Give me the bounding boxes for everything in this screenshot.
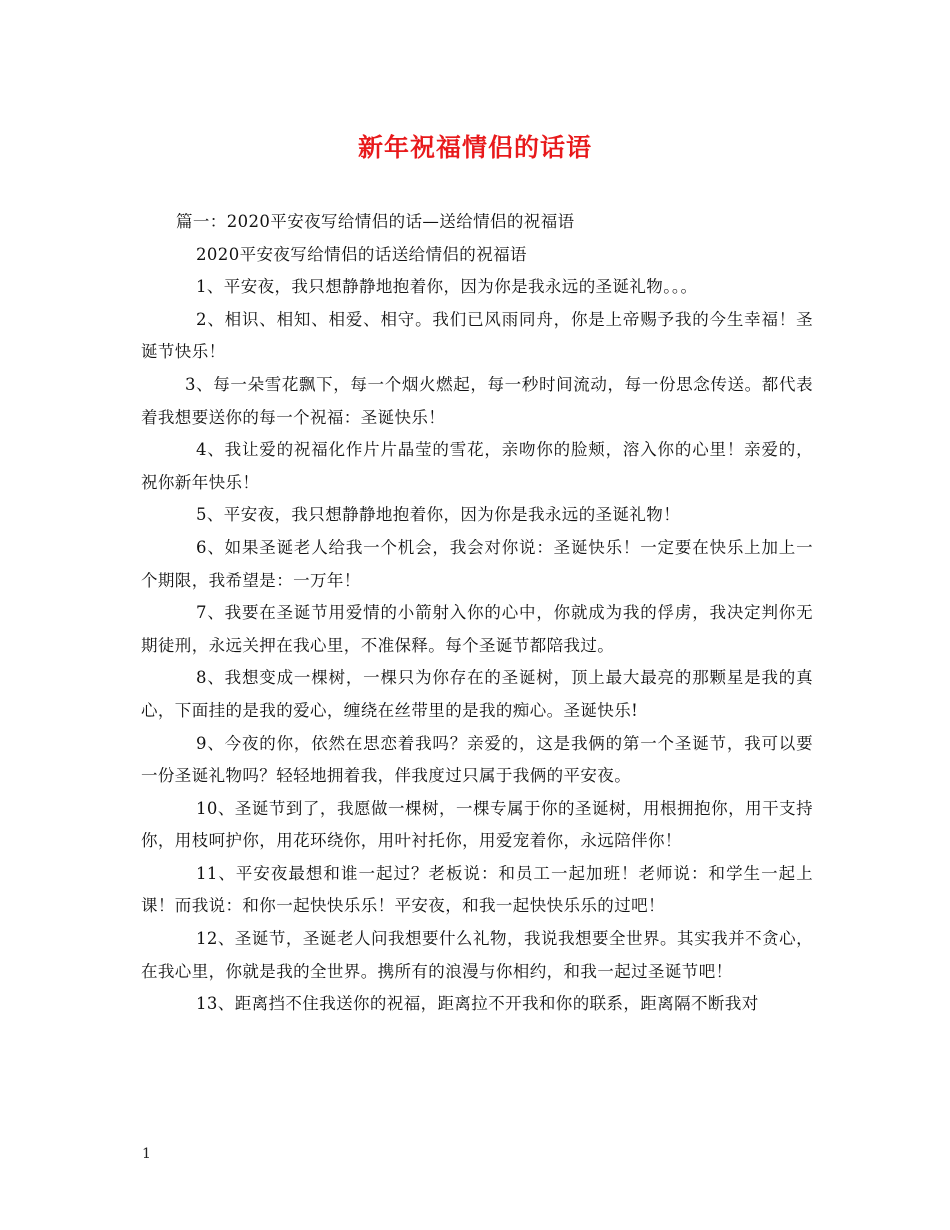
paragraph-item-7: 7、我要在圣诞节用爱情的小箭射入你的心中，你就成为我的俘虏，我决定判你无期徒刑，永远关押在我心里，不准保释。每个圣诞节都陪我过。 <box>141 603 813 655</box>
paragraph-item-12: 12、圣诞节，圣诞老人问我想要什么礼物，我说我想要全世界。其实我并不贪心，在我心里，你就是我的全世界。携所有的浪漫与你相约，和我一起过圣诞节吧！ <box>141 929 813 981</box>
page-number: 1 <box>142 1146 151 1162</box>
paragraph-item-4: 4、我让爱的祝福化作片片晶莹的雪花，亲吻你的脸颊，溶入你的心里！亲爱的，祝你新年快乐！ <box>141 440 813 492</box>
paragraph-item-1: 1、平安夜，我只想静静地抱着你，因为你是我永远的圣诞礼物。。。 <box>196 277 698 297</box>
paragraph-subheading: 2020平安夜写给情侣的话送给情侣的祝福语 <box>196 244 527 264</box>
paragraph-item-6: 6、如果圣诞老人给我一个机会，我会对你说：圣诞快乐！一定要在快乐上加上一个期限，我希望是：一万年！ <box>141 537 813 590</box>
paragraph-item-10: 10、圣诞节到了，我愿做一棵树，一棵专属于你的圣诞树，用根拥抱你，用干支持你，用枝呵护你，用花环绕你，用叶衬托你，用爱宠着你，永远陪伴你！ <box>141 798 813 851</box>
paragraph-item-8: 8、我想变成一棵树，一棵只为你存在的圣诞树，顶上最大最亮的那颗星是我的真心，下面挂的是我的爱心，缠绕在丝带里的是我的痴心。圣诞快乐! <box>141 668 813 720</box>
paragraph-item-5: 5、平安夜，我只想静静地抱着你，因为你是我永远的圣诞礼物！ <box>196 505 681 525</box>
paragraph-item-9: 9、今夜的你，依然在思恋着我吗？亲爱的，这是我俩的第一个圣诞节，我可以要一份圣诞礼物吗？轻轻地拥着我，伴我度过只属于我俩的平安夜。 <box>141 733 813 786</box>
paragraph-item-2: 2、相识、相知、相爱、相守。我们已风雨同舟，你是上帝赐予我的今生幸福！圣诞节快乐！ <box>141 309 813 362</box>
paragraph-item-3: 3、每一朵雪花飘下，每一个烟火燃起，每一秒时间流动，每一份思念传送。都代表着我想要送你的每一个祝福：圣诞快乐！ <box>141 374 813 427</box>
document-title: 新年祝福情侣的话语 <box>357 133 592 162</box>
paragraph-section-heading: 篇一：2020平安夜写给情侣的话—送给情侣的祝福语 <box>176 212 575 231</box>
paragraph-item-11: 11、平安夜最想和谁一起过？老板说：和员工一起加班！老师说：和学生一起上课！而我说：和你一起快快乐乐！平安夜，和我一起快快乐乐的过吧！ <box>141 863 813 916</box>
document-body <box>141 206 813 1021</box>
paragraph-item-13: 13、距离挡不住我送你的祝福，距离拉不开我和你的联系，距离隔不断我对 <box>196 994 759 1014</box>
